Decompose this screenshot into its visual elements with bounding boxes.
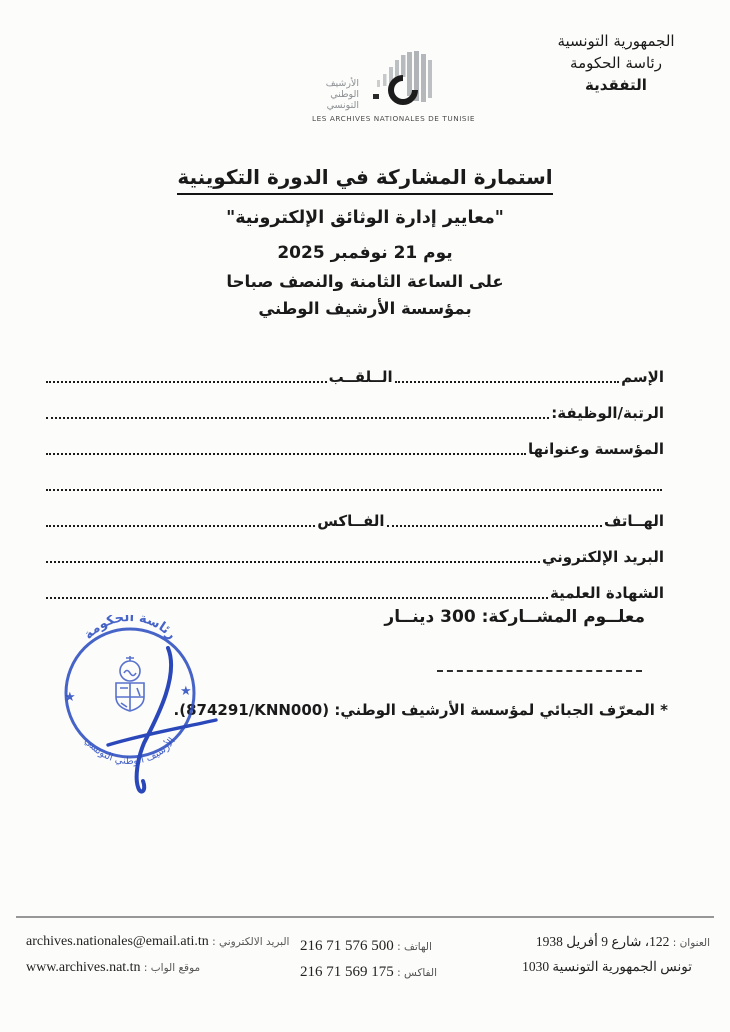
archives-logo [312,50,475,123]
footer-email-value: archives.nationales@email.ati.tn [26,934,209,949]
rank-label: الرتبة/الوظيفة: [551,404,664,422]
stamp-top-text: رئاسة الحكومة [81,615,179,643]
government-header [526,30,706,96]
stamp-star-right: ★ [180,684,192,699]
name-label: الإسم [621,368,664,386]
stamp-star-left: ★ [64,690,76,705]
footer-fax-label: الفاكس : [397,967,437,979]
form-row-phone-fax [44,507,664,530]
header-line-inspectorate: التفقدية [585,76,647,94]
dotted-leader [46,452,526,455]
page-title: استمارة المشاركة في الدورة التكوينية [177,165,552,195]
footer-divider [16,916,714,918]
form-row-institution [44,435,664,458]
event-time: على الساعة الثامنة والنصف صباحا [226,272,504,291]
footer-phone-label: الهاتف : [397,941,432,953]
form-row-name-surname [44,363,664,386]
degree-label: الشهادة العلمية [550,584,664,602]
dotted-leader [46,596,548,599]
official-stamp-and-signature [40,615,255,820]
form-row-degree [44,579,664,602]
form-row-rank [44,399,664,422]
footer-address [485,930,710,980]
phone-label: الهــاتف [603,512,664,530]
training-topic: "معايير إدارة الوثائق الإلكترونية" [226,208,504,228]
event-date: يوم 21 نوفمبر 2025 [277,243,453,263]
email-label: البريد الإلكتروني [542,548,664,566]
address-line1: 122، شارع 9 أفريل 1938 [535,934,670,949]
address-postal-code: 1030 [522,959,550,974]
footer-email-web [26,929,308,981]
signature [108,648,216,792]
footer-website-label: موقع الواب : [143,962,201,974]
institution-label: المؤسسة وعنوانها [528,440,664,458]
archives-logo-arabic-name: الأرشيف الوطني التونسي [325,78,359,111]
tax-id-text: * المعرّف الجبائي لمؤسسة الأرشيف الوطني: [334,701,668,719]
header-line-republic: الجمهورية التونسية [557,32,675,50]
address-line2: تونس الجمهورية التونسية [552,959,692,974]
address-label: العنوان : [672,937,710,949]
footer-email-label: البريد الالكتروني : [212,936,290,948]
event-venue: بمؤسسة الأرشيف الوطني [258,299,472,318]
dashed-separator [437,670,642,672]
dotted-leader [46,560,540,563]
dotted-leader [46,488,662,491]
fax-label: الفــاكس [317,512,385,530]
footer-phone-fax [300,934,512,986]
dotted-leader [46,380,327,383]
tax-id-period: . [173,701,180,719]
footer-website-value: www.archives.nat.tn [26,960,141,975]
document-heading [0,165,730,318]
tax-id-value: (874291/KNN000) [179,701,330,719]
footer-fax-value: 216 71 569 175 [300,964,394,980]
footer-phone-value: 216 71 576 500 [300,938,394,954]
participation-fee: معلــوم المشــاركة: 300 دينــار [384,607,645,627]
surname-label: الــلقــب [328,368,393,386]
archives-logo-caption: LES ARCHIVES NATIONALES DE TUNISIE [312,114,475,123]
participation-form [44,363,664,615]
dotted-leader [395,380,619,383]
form-row-email [44,543,664,566]
archives-logo-icon [359,50,437,110]
stamp-bottom-text: الأرشيف الوطني التونسي [82,735,178,768]
dotted-leader [387,524,602,527]
dotted-leader [46,416,549,419]
dotted-leader [46,524,315,527]
form-row-institution-continued [44,471,664,494]
official-stamp [40,615,255,820]
header-line-presidency: رئاسة الحكومة [570,54,662,72]
